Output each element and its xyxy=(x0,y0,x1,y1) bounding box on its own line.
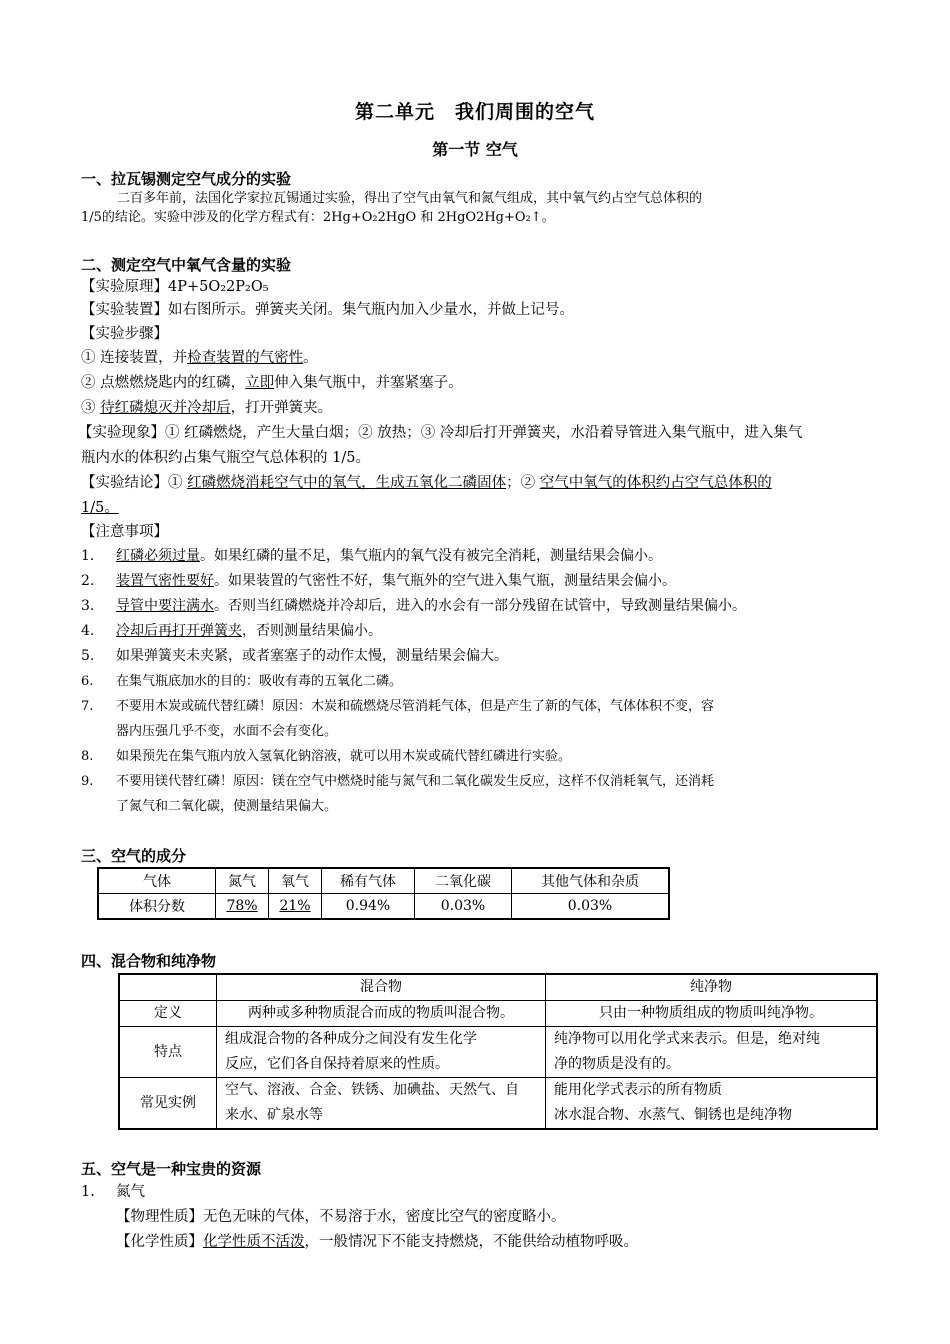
table-cell: 常见实例 xyxy=(119,1078,217,1130)
conclusion-text: ① xyxy=(168,475,188,491)
conclusion-line xyxy=(81,471,871,496)
note-key: 装置气密性要好 xyxy=(116,573,214,589)
principle-equation: 4P+5O₂2P₂O₅ xyxy=(168,279,269,295)
note-number: 3. xyxy=(81,598,95,614)
step-key: 待红磷熄灭并冷却后 xyxy=(100,400,231,416)
cell-line: 来水、矿泉水等 xyxy=(225,1107,323,1123)
note-text: 如果预先在集气瓶内放入氢氧化钠溶液，就可以用木炭或硫代替红磷进行实验。 xyxy=(116,749,572,764)
table-cell xyxy=(546,1027,878,1078)
note-item xyxy=(81,594,871,619)
table-cell: 只由一种物质组成的物质叫纯净物。 xyxy=(546,1001,878,1027)
heading-air-composition: 三、空气的成分 xyxy=(81,847,187,865)
note-number: 6. xyxy=(81,674,94,689)
conclusion-text: ；② xyxy=(506,475,540,491)
step-key: 检查装置的气密性 xyxy=(187,350,304,366)
page-title: 第二单元 我们周围的空气 xyxy=(354,101,595,123)
note-text: 不要用木炭或硫代替红磷！原因：木炭和硫燃烧尽管消耗气体，但是产生了新的气体，气体体积不变，容 xyxy=(116,699,715,714)
table-cell xyxy=(119,974,217,1001)
table-cell: 特点 xyxy=(119,1027,217,1078)
note-item xyxy=(81,544,871,569)
notes-list xyxy=(81,544,871,819)
cell-line: 反应，它们各自保持着原来的性质。 xyxy=(225,1056,449,1072)
principle-line xyxy=(81,275,871,300)
note-item xyxy=(81,569,871,594)
item-number: 1. xyxy=(81,1184,95,1200)
table-cell: 混合物 xyxy=(217,974,546,1001)
table-cell: 稀有气体 xyxy=(322,868,415,894)
cell-line: 冰水混合物、水蒸气、铜锈也是纯净物 xyxy=(554,1107,792,1123)
note-key: 红磷必须过量 xyxy=(116,548,200,564)
note-item xyxy=(81,644,871,669)
cell-line: 空气、溶液、合金、铁锈、加碘盐、天然气、自 xyxy=(225,1082,519,1098)
chemical-key: 化学性质不活泼 xyxy=(203,1234,305,1250)
note-item xyxy=(81,619,871,644)
mixture-table xyxy=(118,973,878,1130)
note-number: 4. xyxy=(81,623,95,639)
device-label: 【实验装置】 xyxy=(81,302,168,318)
physical-text: 无色无味的气体，不易溶于水，密度比空气的密度略小。 xyxy=(203,1209,566,1225)
note-continuation: 器内压强几乎不变，水面不会有变化。 xyxy=(116,724,338,739)
note-text: ，否则测量结果偏小。 xyxy=(242,623,382,639)
table-cell: 氧气 xyxy=(269,868,322,894)
note-item xyxy=(81,669,871,694)
note-text: 不要用镁代替红磷！原因：镁在空气中燃烧时能与氮气和二氧化碳发生反应，这样不仅消耗氧气，还消耗 xyxy=(116,774,715,789)
paragraph-line: 1/5的结论。实验中涉及的化学方程式有：2Hg+O₂2HgO 和 2HgO2Hg+O₂↑。 xyxy=(81,210,555,225)
conclusion-key: 红磷燃烧消耗空气中的氧气，生成五氧化二磷固体 xyxy=(187,475,507,491)
table-header-row xyxy=(119,974,877,1001)
conclusion-key: 空气中氧气的体积约占空气总体积的 xyxy=(539,475,772,491)
cell-line: 纯净物可以用化学式来表示。但是，绝对纯 xyxy=(554,1031,820,1047)
step-text: 。 xyxy=(303,350,318,366)
note-text: 。如果装置的气密性不好，集气瓶外的空气进入集气瓶，测量结果会偏小。 xyxy=(214,573,676,589)
table-cell: 0.94% xyxy=(322,894,415,920)
physical-label: 【物理性质】 xyxy=(116,1209,203,1225)
note-text: 如果弹簧夹未夹紧，或者塞塞子的动作太慢，测量结果会偏大。 xyxy=(116,648,508,664)
chemical-property-line xyxy=(116,1230,906,1255)
step-text: ② 点燃燃烧匙内的红磷， xyxy=(81,375,246,391)
table-cell: 其他气体和杂质 xyxy=(512,868,670,894)
paragraph-line: 二百多年前，法国化学家拉瓦锡通过实验，得出了空气由氧气和氮气组成，其中氧气约占空气总体积的 xyxy=(117,191,703,206)
heading-mixtures: 四、混合物和纯净物 xyxy=(81,952,217,970)
table-cell: 体积分数 xyxy=(98,894,216,920)
physical-property-line xyxy=(116,1205,906,1230)
table-cell: 21% xyxy=(269,894,322,920)
table-cell xyxy=(217,1078,546,1130)
step-text: ，打开弹簧夹。 xyxy=(230,400,333,416)
note-item xyxy=(81,769,871,794)
table-cell: 氮气 xyxy=(216,868,269,894)
step-key: 立即 xyxy=(245,375,275,391)
table-cell: 定义 xyxy=(119,1001,217,1027)
phenomenon-line xyxy=(78,421,868,446)
table-row xyxy=(119,1027,877,1078)
cell-line: 能用化学式表示的所有物质 xyxy=(554,1082,722,1098)
heading-air-resource: 五、空气是一种宝贵的资源 xyxy=(81,1160,262,1178)
note-number: 5. xyxy=(81,648,95,664)
heading-oxygen-experiment: 二、测定空气中氧气含量的实验 xyxy=(81,256,292,274)
table-cell xyxy=(217,1027,546,1078)
table-cell: 0.03% xyxy=(512,894,670,920)
note-continuation: 了氮气和二氧化碳，使测量结果偏大。 xyxy=(116,799,338,814)
device-line xyxy=(81,298,871,323)
note-number: 1. xyxy=(81,548,95,564)
conclusion-key: 1/5。 xyxy=(81,500,119,516)
note-number: 2. xyxy=(81,573,95,589)
table-cell: 0.03% xyxy=(415,894,512,920)
table-row xyxy=(119,1078,877,1130)
table-cell: 78% xyxy=(216,894,269,920)
list-item xyxy=(81,1180,871,1205)
note-text: 。如果红磷的量不足，集气瓶内的氧气没有被完全消耗，测量结果会偏小。 xyxy=(200,548,662,564)
conclusion-line-2 xyxy=(81,496,871,521)
table-header-row xyxy=(98,868,669,894)
step-2 xyxy=(81,371,871,396)
notes-label: 【注意事项】 xyxy=(81,524,168,540)
note-key: 冷却后再打开弹簧夹 xyxy=(116,623,242,639)
step-text: ③ xyxy=(81,400,101,416)
note-key: 导管中要注满水 xyxy=(116,598,214,614)
principle-label: 【实验原理】 xyxy=(81,279,168,295)
air-composition-table xyxy=(97,867,670,920)
note-number: 9. xyxy=(81,774,94,789)
note-text: 。否则当红磷燃烧并冷却后，进入的水会有一部分残留在试管中，导致测量结果偏小。 xyxy=(214,598,746,614)
table-cell: 两种或多种物质混合而成的物质叫混合物。 xyxy=(217,1001,546,1027)
device-text: 如右图所示。弹簧夹关闭。集气瓶内加入少量水，并做上记号。 xyxy=(168,302,574,318)
note-item xyxy=(81,694,871,719)
phenomenon-line-2: 瓶内水的体积约占集气瓶空气总体积的 1/5。 xyxy=(81,450,370,466)
cell-line: 净的物质是没有的。 xyxy=(554,1056,680,1072)
note-number: 7. xyxy=(81,699,94,714)
table-cell: 气体 xyxy=(98,868,216,894)
table-cell: 纯净物 xyxy=(546,974,878,1001)
table-cell xyxy=(546,1078,878,1130)
phenomenon-text: ① 红磷燃烧，产生大量白烟；② 放热；③ 冷却后打开弹簧夹，水沿着导管进入集气瓶中，进入集气 xyxy=(165,425,803,441)
table-row xyxy=(98,894,669,920)
cell-line: 组成混合物的各种成分之间没有发生化学 xyxy=(225,1031,477,1047)
chemical-label: 【化学性质】 xyxy=(116,1234,203,1250)
note-text: 在集气瓶底加水的目的：吸收有毒的五氧化二磷。 xyxy=(116,674,403,689)
conclusion-label: 【实验结论】 xyxy=(81,475,168,491)
note-item xyxy=(81,744,871,769)
heading-lavoisier: 一、拉瓦锡测定空气成分的实验 xyxy=(81,170,292,188)
note-number: 8. xyxy=(81,749,94,764)
section-title: 第一节 空气 xyxy=(432,140,518,159)
chemical-text: ，一般情况下不能支持燃烧，不能供给动植物呼吸。 xyxy=(304,1234,638,1250)
steps-label: 【实验步骤】 xyxy=(81,326,168,342)
step-1 xyxy=(81,346,871,371)
table-cell: 二氧化碳 xyxy=(415,868,512,894)
phenomenon-label: 【实验现象】 xyxy=(78,425,165,441)
table-row xyxy=(119,1001,877,1027)
step-text: 伸入集气瓶中，并塞紧塞子。 xyxy=(274,375,463,391)
step-3 xyxy=(81,396,871,421)
step-text: ① 连接装置，并 xyxy=(81,350,188,366)
item-text: 氮气 xyxy=(116,1184,145,1200)
